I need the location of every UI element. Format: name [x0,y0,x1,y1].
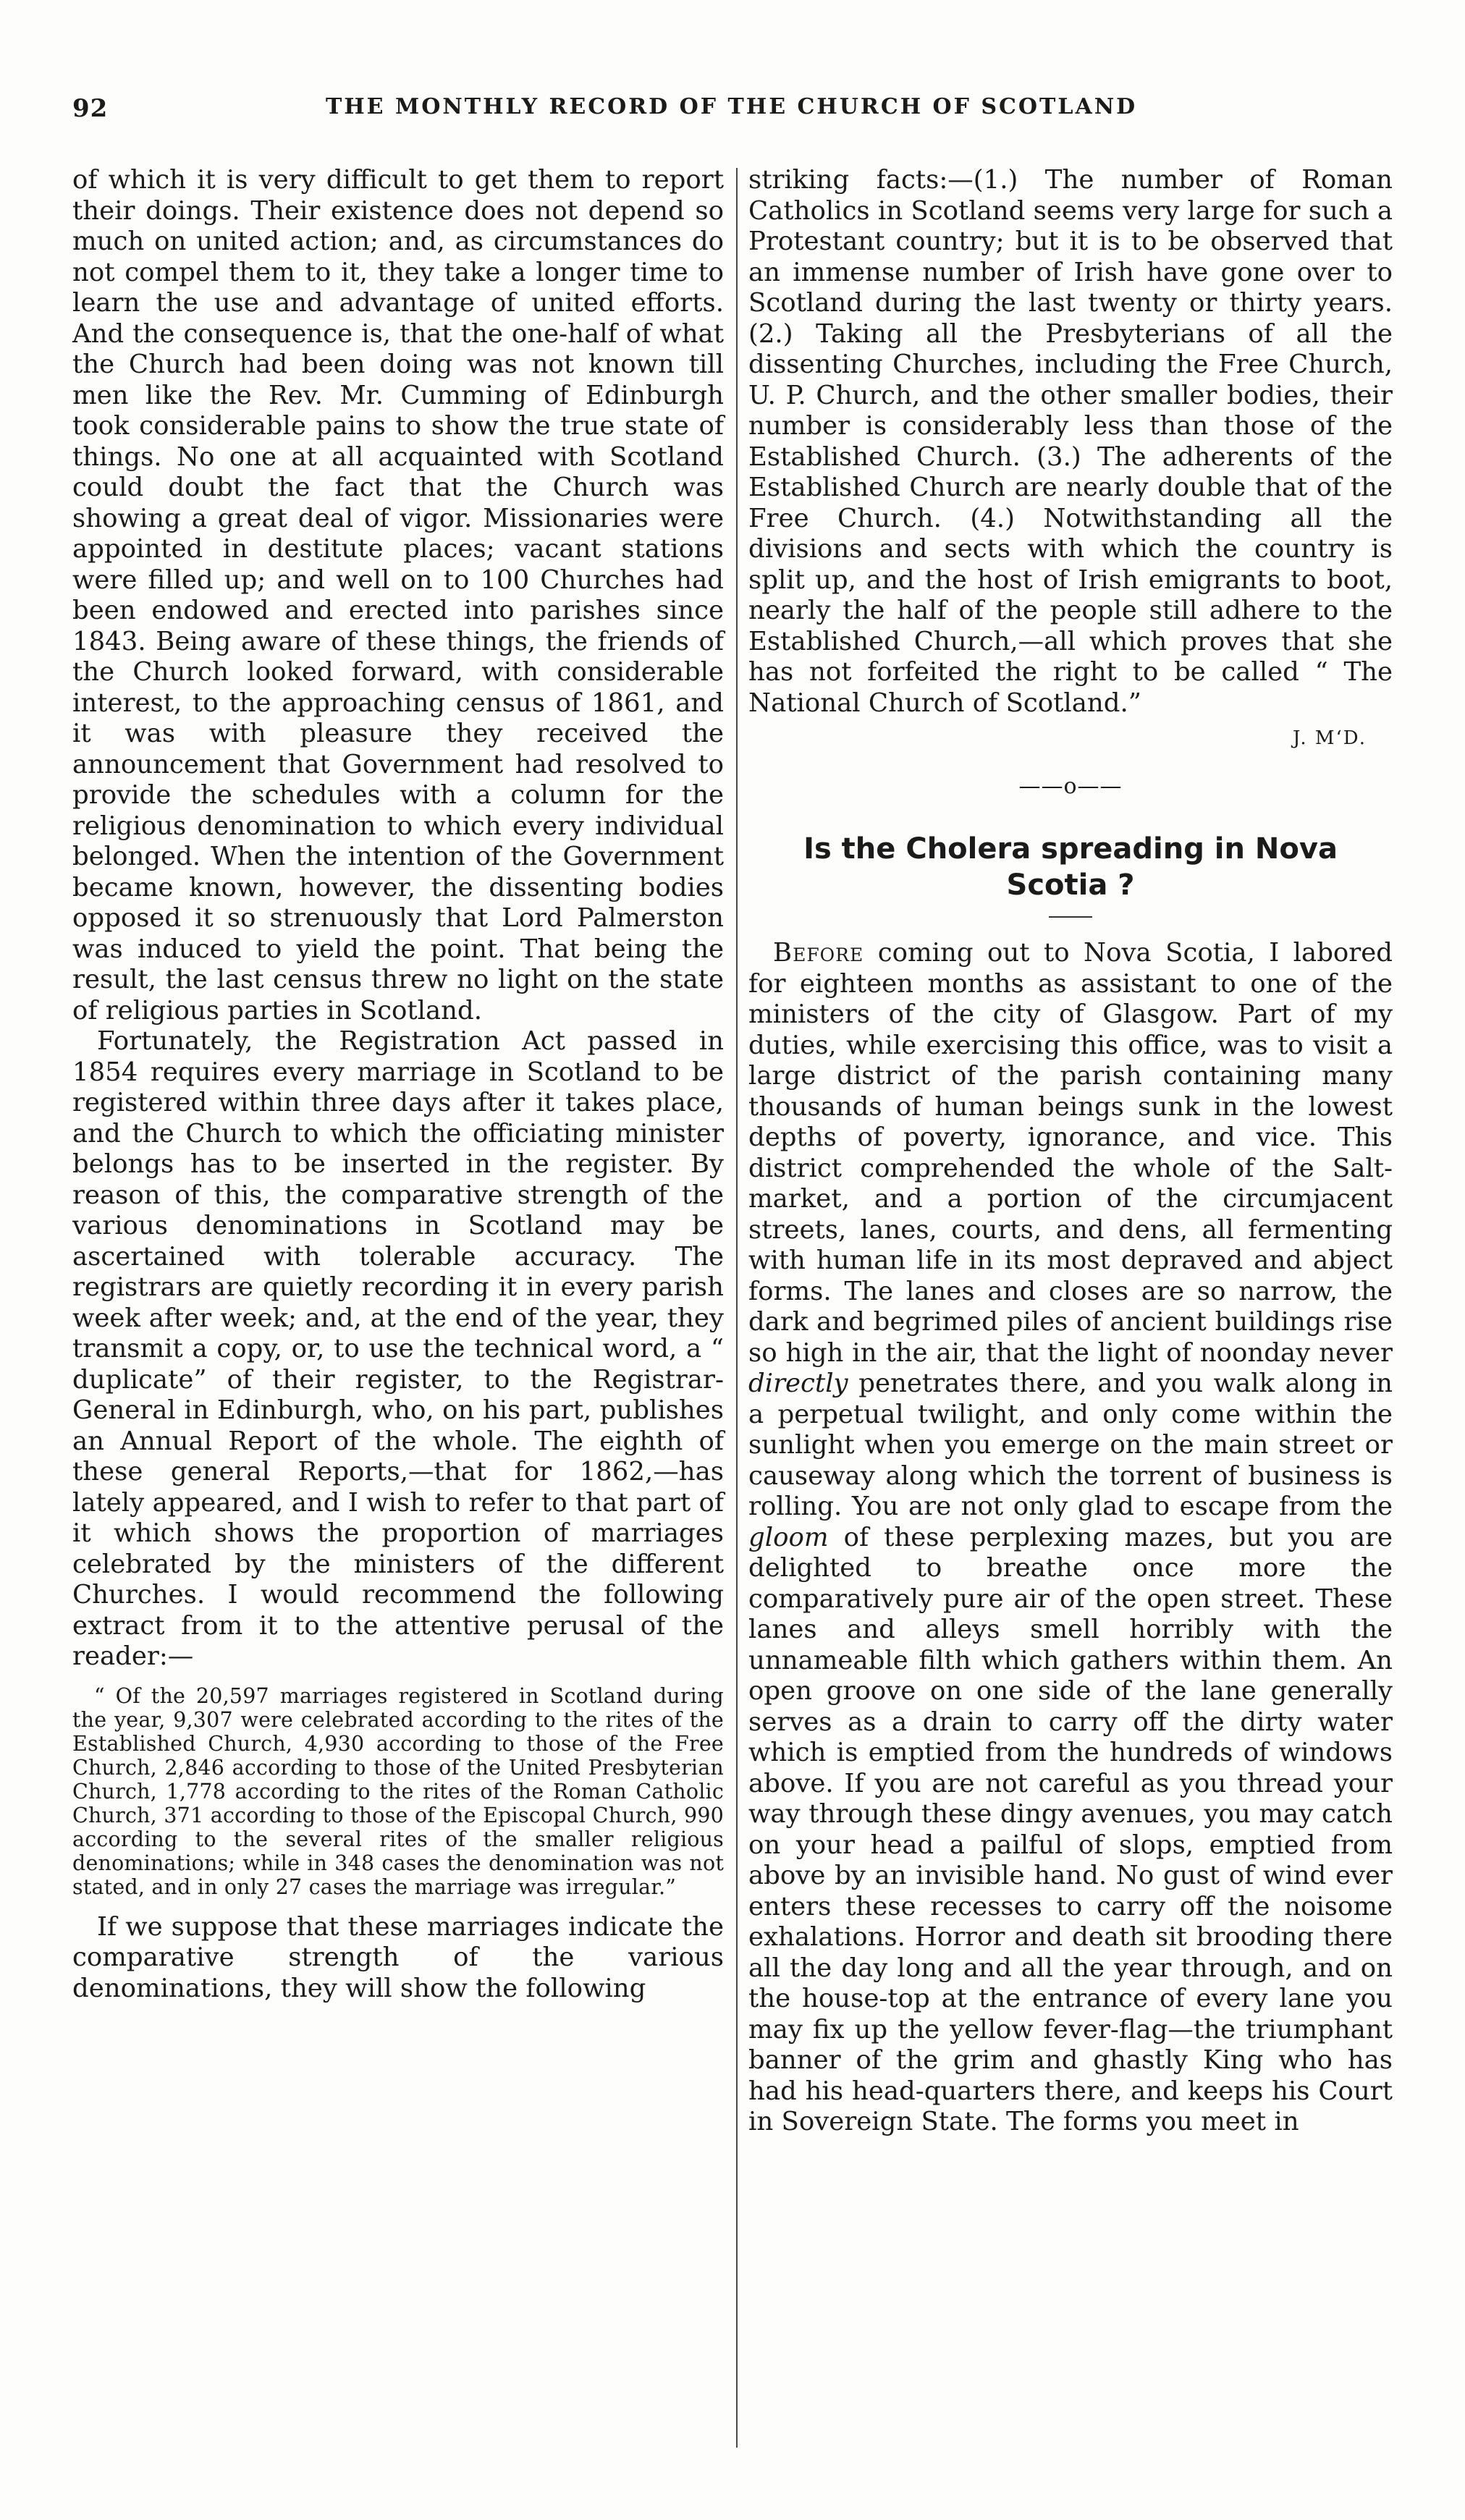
left-paragraph-2: Fortunately, the Registration Act passed in 1854 requires every marriage in Scotland to be registered within three days after it takes place, and the Church to which the officiating minister belongs has to be inserted in the register. By reason of this, the comparative strength of the various denominations in Scotland may be ascertained with tolerable accuracy. The registrars are quietly recording it in every parish week after week; and, at the end of the year, they transmit a copy, or, to use the technical word, a “ duplicate” of their register, to the Registrar-General in Edinburgh, who, on his part, publishes an Annual Report of the whole. The eighth of these general Reports,—that for 1862,—has lately appeared, and I wish to refer to that part of it which shows the proportion of marriages celebrated by the ministers of the different Churches. I would recommend the following extract from it to the attentive perusal of the reader:— [72,1026,724,1671]
journal-title: THE MONTHLY RECORD OF THE CHURCH OF SCOTLAND [326,94,1138,119]
italic-word: gloom [748,1522,829,1552]
column-divider [736,168,738,2448]
text-segment: penetrates there, and you walk along in a perpetual twilight, and only come within the sunlight when you emerge on the main street or causeway along which the torrent of business is rolling. You are not only glad to escape from the [748,1369,1393,1521]
right-paragraph-1: striking facts:—(1.) The number of Roman Catholics in Scotland seems very large for such a Protestant country; but it is to be observed that an immense number of Irish have gone over to Scotland during the last twenty or thirty years. (2.) Taking all the Presbyterians of all the dissenting Churches, including the Free Church, U. P. Church, and the other smaller bodies, their number is considerably less than those of the Established Church. (3.) The adherents of the Established Church are nearly double that of the Free Church. (4.) Notwithstanding all the divisions and sects with which the country is split up, and the host of Irish emigrants to boot, nearly the half of the people still adhere to the Established Church,—all which proves that she has not forfeited the right to be called “ The National Church of Scotland.” [748,165,1393,718]
article-heading: Is the Cholera spreading in Nova Scotia ? [803,832,1338,902]
left-paragraph-1: of which it is very difficult to get them to report their doings. Their existence does not depend so much on united action; and, as circumstances do not compel them to it, they take a longer time to learn the use and advantage of united efforts. And the consequence is, that the one-half of what the Church had been doing was not known till men like the Rev. Mr. Cumming of Edinburgh took considerable pains to show the true state of things. No one at all acquainted with Scotland could doubt the fact that the Church was showing a great deal of vigor. Missionaries were appointed in destitute places; vacant stations were filled up; and well on to 100 Churches had been endowed and erected into parishes since 1843. Being aware of these things, the friends of the Church looked forward, with considerable interest, to the approaching census of 1861, and it was with pleasure they received the announcement that Government had resolved to provide the schedules with a column for the religious denomination to which every individual belonged. When the intention of the Government became known, however, the dissenting bodies opposed it so strenuously that Lord Palmerston was induced to yield the point. That being the result, the last census threw no light on the state of religious parties in Scotland. [72,165,724,1026]
section-divider: ——o—— [1018,773,1123,799]
right-column [748,165,1393,2138]
heading-rule [1049,916,1092,918]
italic-word: directly [748,1369,848,1398]
left-column [72,165,724,2004]
lead-word: Before [773,938,864,968]
text-segment: coming out to Nova Scotia, I labored for eighteen months as assistant to one of the ministers of the city of Glasgow. Part of my duties, while exercising this office, was to visit a large district of the parish containing many thousands of human beings sunk in the lowest depths of poverty, ignorance, and vice. This district comprehended the whole of the Salt-market, and a portion of the circumjacent streets, lanes, courts, and dens, all fermenting with human life in its most depraved and abject forms. The lanes and closes are so narrow, the dark and begrimed piles of ancient buildings rise so high in the air, that the light of noonday never [748,938,1393,1368]
left-paragraph-3: If we suppose that these marriages indicate the comparative strength of the various denominations, they will show the following [72,1911,724,2003]
text-segment: of these perplexing mazes, but you are delighted to breathe once more the comparatively pure air of the open street. These lanes and alleys smell horribly with the unnameable filth which gathers within them. An open groove on one side of the lane generally serves as a drain to carry off the dirty water which is emptied from the hundreds of windows above. If you are not careful as you thread your way through these dingy avenues, you may catch on your head a pailful of slops, emptied from above by an invisible hand. No gust of wind ever enters these recesses to carry off the noisome exhalations. Horror and death sit brooding there all the day long and all the year through, and on the house-top at the entrance of every lane you may fix up the yellow fever-flag—the triumphant banner of the grim and ghastly King who has had his head-quarters there, and keeps his Court in Sovereign State. The forms you meet in [748,1522,1393,2136]
registrar-quote: “ Of the 20,597 marriages registered in Scotland during the year, 9,307 were celebrated according to the rites of the Established Church, 4,930 according to those of the Free Church, 2,846 according to those of the United Presbyterian Church, 1,778 according to the rites of the Roman Catholic Church, 371 according to those of the Episcopal Church, 990 according to the several rites of the smaller religious denominations; while in 348 cases the denomination was not stated, and in only 27 cases the marriage was irregular.” [72,1683,724,1899]
right-paragraph-2 [748,938,1393,2138]
page-number: 92 [72,94,109,123]
author-signature: J. M‘D. [1292,727,1367,749]
running-head [72,94,1462,138]
